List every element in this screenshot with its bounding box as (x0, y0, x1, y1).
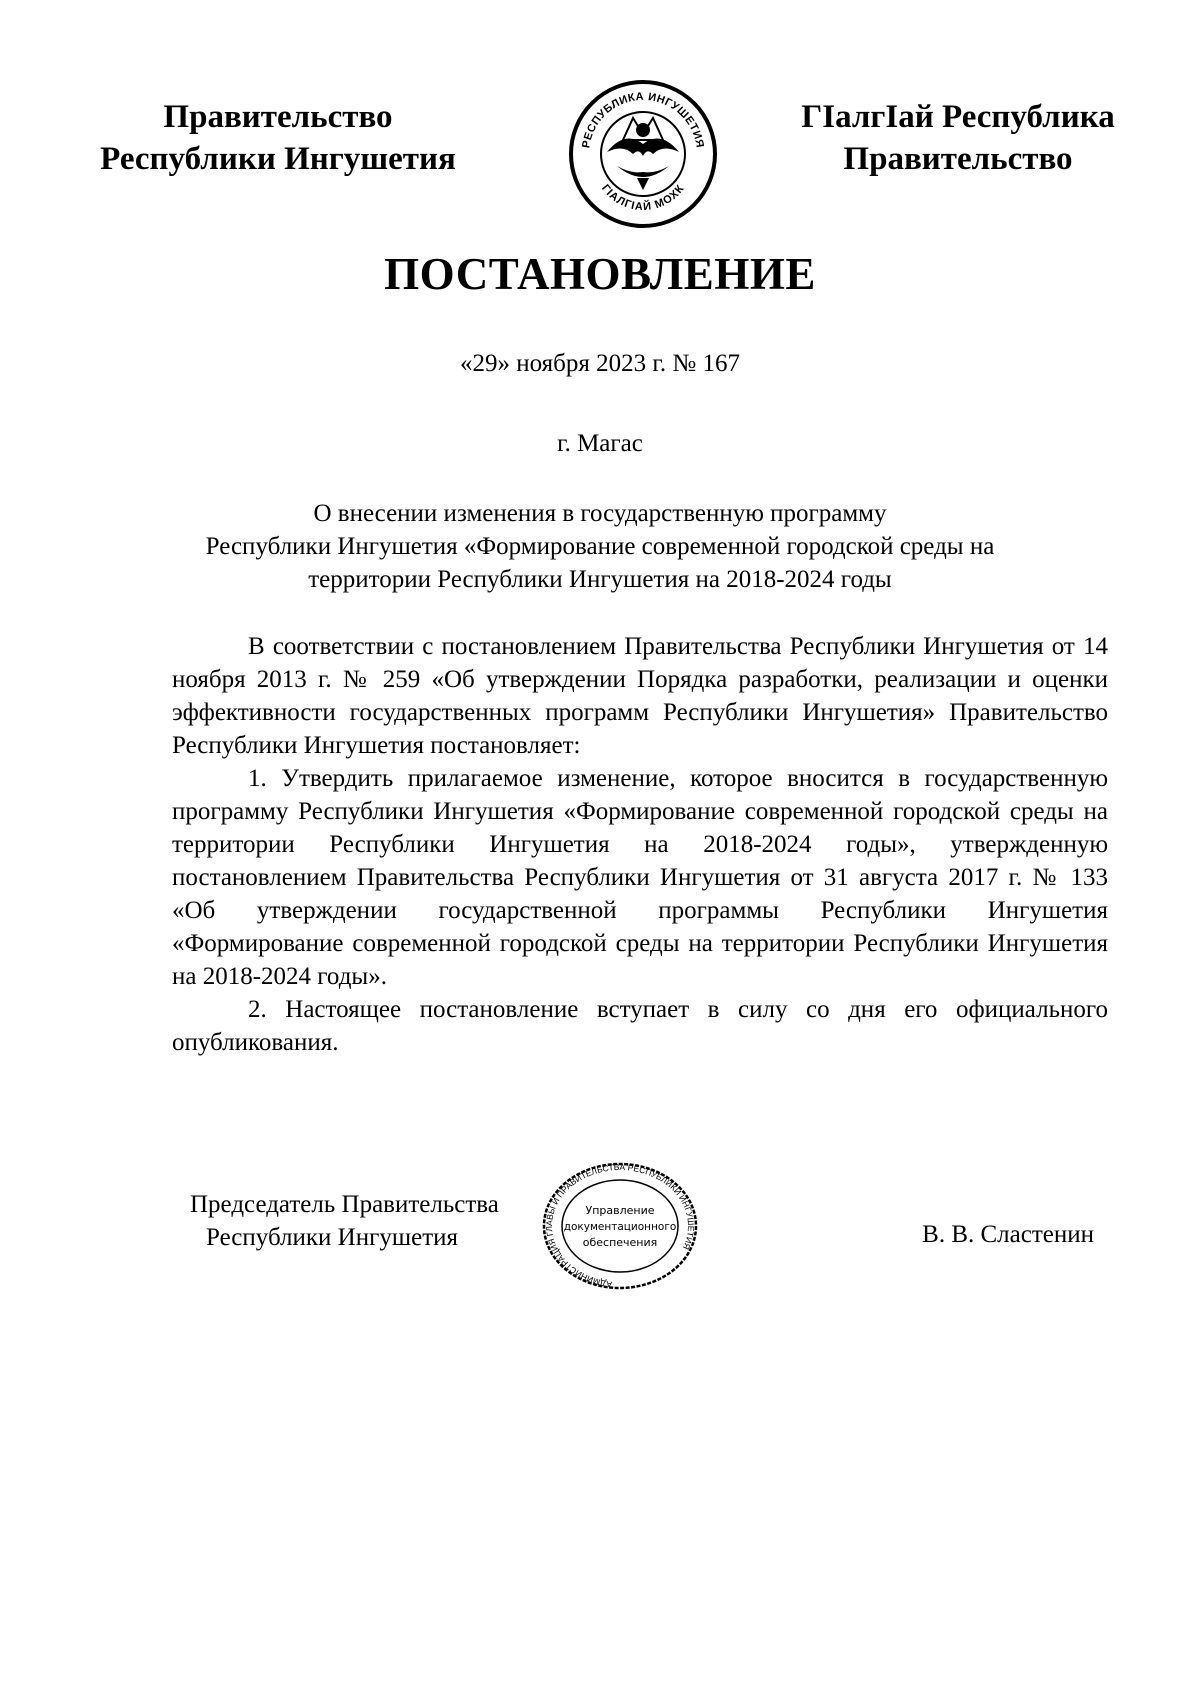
official-stamp (540, 1160, 700, 1290)
header-left-line2: Республики Ингушетия (100, 141, 456, 177)
signatory-name: В. В. Сластенин (922, 1221, 1094, 1248)
emblem-top-text: РЕСПУБЛИКА ИНГУШЕТИЯ (580, 90, 706, 149)
subject-line: Республики Ингушетия «Формирование современной городской среды на (205, 533, 995, 560)
stamp-line3: обеспечения (582, 1236, 658, 1249)
stamp-line1: Управление (585, 1204, 655, 1217)
document-title: ПОСТАНОВЛЕНИЕ (384, 249, 816, 299)
emblem-bottom-text: ГІАЛГІАЙ МОХК (599, 182, 687, 214)
body-paragraph-item-2: 2. Настоящее постановление вступает в силу со дня его официального опубликования. (172, 996, 1108, 1056)
header-left-line1: Правительство (163, 99, 393, 135)
signatory-position (190, 1188, 499, 1254)
header-left (78, 96, 478, 180)
body-paragraph-item-1: 1. Утвердить прилагаемое изменение, которое вносится в государственную программу Республики Ингушетия «Формирование современной городской среды на территории Республики Ингушетия на 2018-2024 годы», утвержденную постановлением Правительства Республики Ингушетия от 31 августа 2017 г. № 133 «Об утверждении государственной программы Республики Ингушетия «Формирование современной городской среды на территории Республики Ингушетия на 2018-2024 годы». (172, 765, 1108, 990)
header-right (778, 96, 1138, 180)
subject-line: О внесении изменения в государственную программу (313, 500, 887, 527)
document-subject (150, 497, 1050, 596)
position-line1: Председатель Правительства (190, 1191, 499, 1218)
stamp-ring-text: АДМИНИСТРАЦИЯ ГЛАВЫ И ПРАВИТЕЛЬСТВА РЕСПУБЛИКИ ИНГУШЕТИЯ (543, 1161, 697, 1290)
document-body (172, 630, 1108, 1059)
body-paragraph-preamble: В соответствии с постановлением Правительства Республики Ингушетия от 14 ноября 2013 г. № 259 «Об утверждении Порядка разработки, реализации и оценки эффективности государственных программ Республики Ингушетия» Правительство Республики Ингушетия постановляет: (172, 633, 1108, 759)
header-right-line1: ГІалгІай Республика (801, 99, 1115, 135)
state-emblem (567, 78, 719, 230)
header-right-line2: Правительство (843, 141, 1073, 177)
stamp-line2: документационного (563, 1221, 677, 1233)
city: г. Магас (557, 430, 643, 457)
subject-line: территории Республики Ингушетия на 2018-2024 годы (308, 566, 892, 593)
position-line2: Республики Ингушетия (206, 1224, 459, 1251)
date-and-number: «29» ноября 2023 г. № 167 (460, 350, 740, 377)
